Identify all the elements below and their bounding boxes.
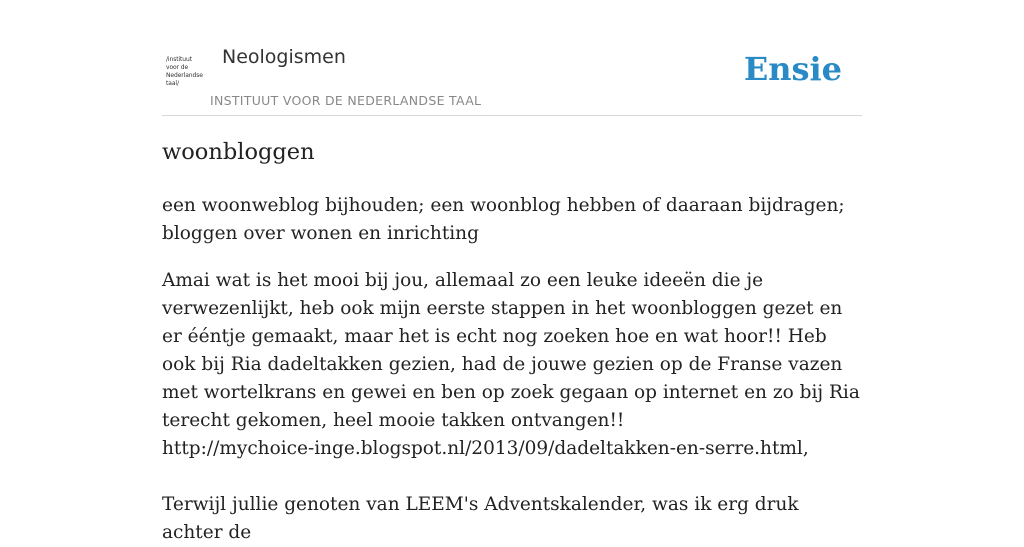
site-subtitle: INSTITUUT VOOR DE NEDERLANDSE TAAL <box>210 93 482 108</box>
entry-example: Amai wat is het mooi bij jou, allemaal zo een leuke ideeën die je verwezenlijkt, heb ook mijn eerste stappen in het woonbloggen gezet en er ééntje gemaakt, maar het is echt nog zoeken hoe en wat hoor!! Heb ook bij Ria dadeltakken gezien, had de jouwe gezien op de Franse vazen met wortelkrans en gewei en ben op zoek gegaan op internet en zo bij Ria terecht gekomen, heel mooie takken ontvangen!! http://mychoice-inge.blogspot.nl/2013/09/dadeltakken-en-serre.html, Terwijl jullie genoten van LEEM's Adventskalender, was ik erg druk achter de <box>162 270 860 543</box>
brand-logo[interactable]: Ensie <box>743 50 842 88</box>
logo-line: Nederlandse <box>166 72 203 79</box>
institute-logo[interactable] <box>166 56 206 88</box>
entry-headword: woonbloggen <box>162 139 315 165</box>
logo-line: /instituut <box>166 56 192 63</box>
page <box>162 0 862 543</box>
site-title[interactable]: Neologismen <box>222 46 346 68</box>
logo-line: voor de <box>166 64 189 71</box>
entry-definition: een woonweblog bijhouden; een woonblog hebben of daaraan bijdragen; bloggen over wonen en inrichting <box>162 195 845 244</box>
header <box>162 0 862 116</box>
logo-line: taal/ <box>166 80 179 87</box>
